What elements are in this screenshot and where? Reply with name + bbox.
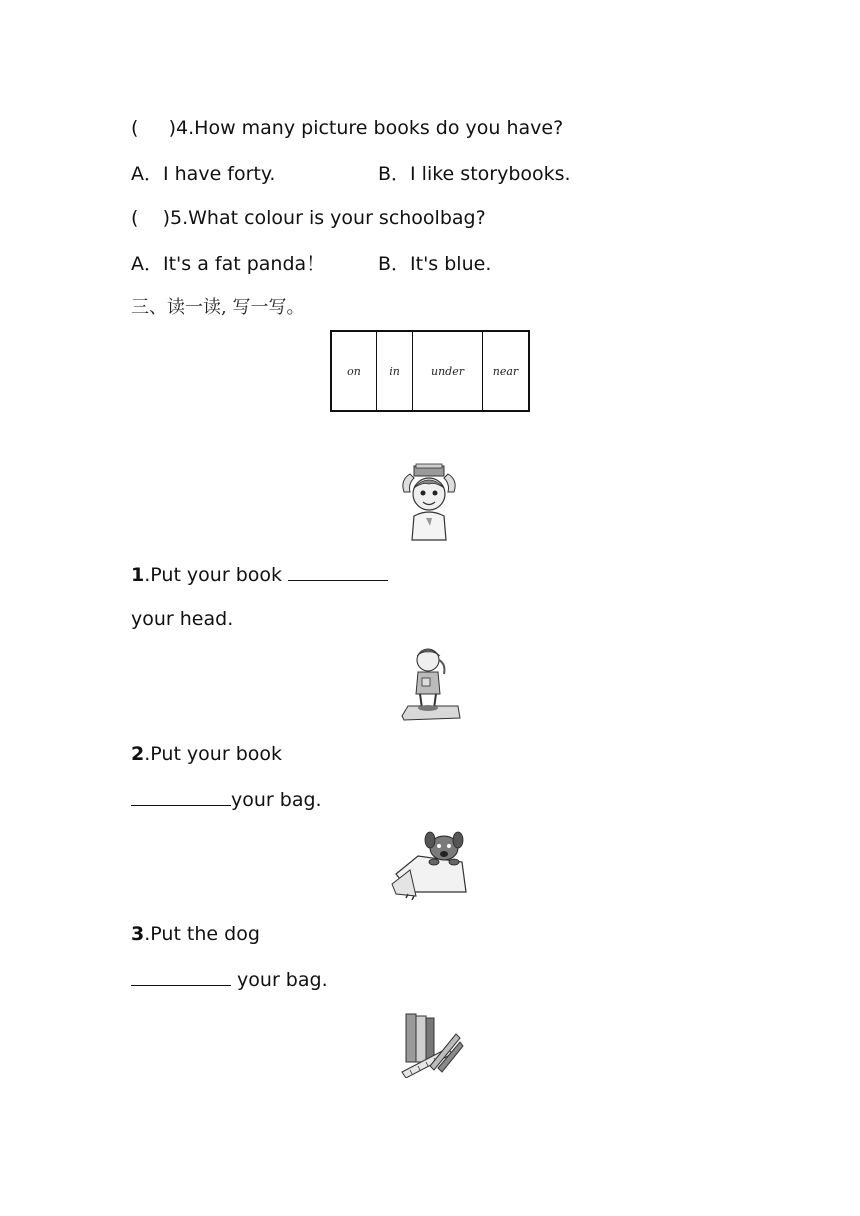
item-1-line-1 — [131, 562, 388, 587]
option-a: A．I have forty. — [131, 163, 276, 185]
option-a: A．It's a fat panda！ — [131, 253, 326, 275]
item-text: your bag. — [231, 969, 328, 991]
word-cell: on — [331, 331, 377, 411]
option-b: B．It's blue. — [378, 253, 492, 275]
question-4 — [131, 116, 563, 140]
girl-with-bag-image — [398, 642, 462, 722]
answer-blank[interactable] — [131, 967, 231, 986]
answer-paren: ( ) — [131, 207, 170, 229]
item-3-line-2 — [131, 967, 328, 992]
item-number: 2 — [131, 743, 145, 765]
dog-in-bag-image — [390, 826, 470, 900]
word-cell: in — [377, 331, 413, 411]
books-pencils-image — [400, 1008, 464, 1078]
item-3-line-1 — [131, 922, 260, 946]
answer-blank[interactable] — [131, 787, 231, 806]
question-text: 4.How many picture books do you have? — [176, 117, 564, 139]
item-text: .Put your book — [144, 743, 283, 765]
boy-book-on-head-image — [396, 462, 462, 542]
question-4-options — [131, 162, 275, 186]
item-number: 3 — [131, 923, 145, 945]
item-number: 1 — [131, 564, 145, 586]
item-2-line-1 — [131, 742, 282, 766]
word-cell: under — [413, 331, 483, 411]
item-1-line-2: your head. — [131, 608, 234, 630]
item-text: your bag. — [231, 789, 322, 811]
item-2-line-2 — [131, 787, 322, 812]
word-cell: near — [483, 331, 530, 411]
item-text: .Put your book — [144, 564, 289, 586]
item-text: .Put the dog — [144, 923, 260, 945]
answer-paren: ( ) — [131, 117, 177, 139]
answer-blank[interactable] — [288, 562, 388, 581]
section-title: 三、读一读, 写一写。 — [131, 297, 305, 318]
option-b: B．I like storybooks. — [378, 163, 571, 185]
question-5 — [131, 206, 486, 230]
question-text: 5.What colour is your schoolbag? — [169, 207, 486, 229]
word-bank-table — [330, 330, 530, 412]
